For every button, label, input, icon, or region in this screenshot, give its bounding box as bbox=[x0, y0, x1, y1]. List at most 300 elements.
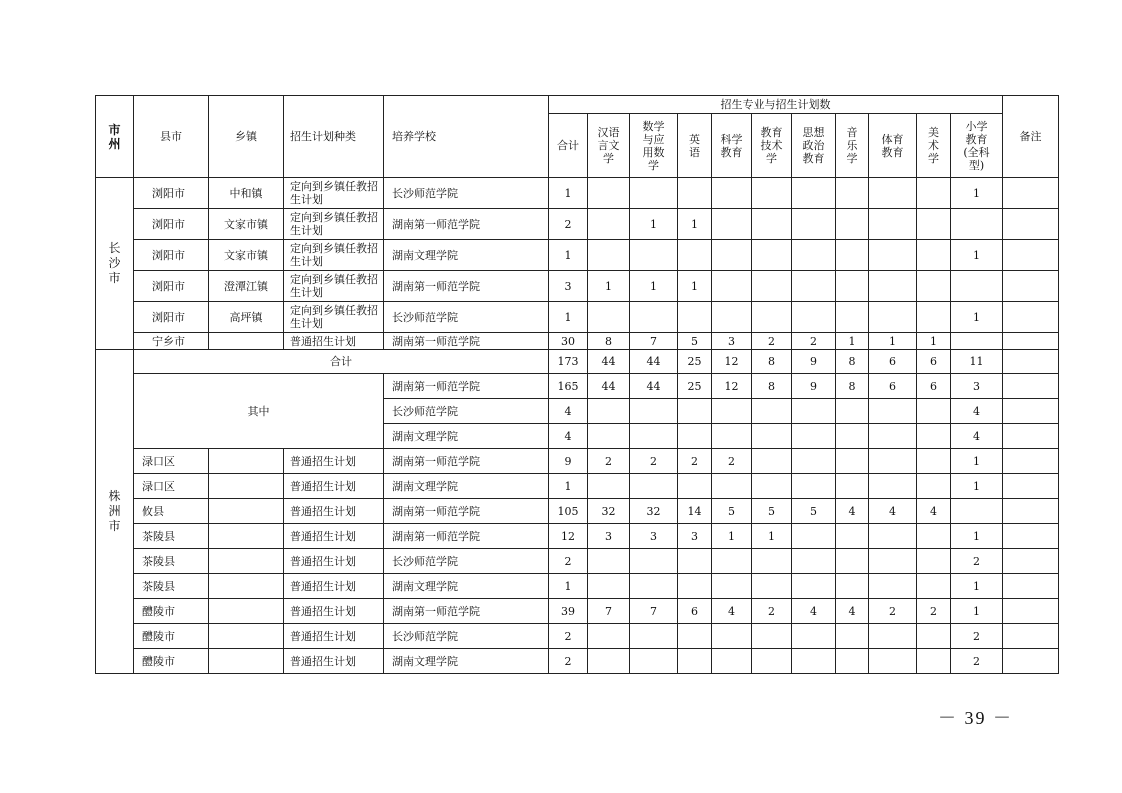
cell-value-10: 4 bbox=[951, 399, 1003, 424]
cell-school: 长沙师范学院 bbox=[384, 399, 549, 424]
header-county: 县市 bbox=[134, 96, 209, 178]
cell-county: 浏阳市 bbox=[134, 209, 209, 240]
cell-value-1: 44 bbox=[588, 350, 630, 374]
cell-value-7: 4 bbox=[836, 599, 869, 624]
cell-remark bbox=[1003, 240, 1059, 271]
cell-value-6 bbox=[792, 399, 836, 424]
cell-value-0: 1 bbox=[549, 178, 588, 209]
cell-remark bbox=[1003, 333, 1059, 350]
cell-town bbox=[209, 449, 284, 474]
cell-value-8 bbox=[869, 649, 917, 674]
cell-county: 浏阳市 bbox=[134, 240, 209, 271]
cell-value-1: 44 bbox=[588, 374, 630, 399]
header-major-4 bbox=[712, 114, 752, 178]
table-row bbox=[96, 302, 1059, 333]
cell-value-8 bbox=[869, 240, 917, 271]
cell-value-5 bbox=[752, 549, 792, 574]
cell-value-4 bbox=[712, 549, 752, 574]
cell-plan-type: 普通招生计划 bbox=[284, 524, 384, 549]
cell-value-0: 1 bbox=[549, 574, 588, 599]
cell-value-5: 1 bbox=[752, 524, 792, 549]
cell-value-3 bbox=[678, 424, 712, 449]
cell-value-0: 2 bbox=[549, 649, 588, 674]
cell-town bbox=[209, 474, 284, 499]
cell-town: 中和镇 bbox=[209, 178, 284, 209]
cell-value-0: 173 bbox=[549, 350, 588, 374]
cell-plan-type: 普通招生计划 bbox=[284, 499, 384, 524]
cell-value-0: 2 bbox=[549, 624, 588, 649]
header-major-label: 音 乐 学 bbox=[846, 126, 858, 165]
table-row bbox=[96, 240, 1059, 271]
cell-value-7 bbox=[836, 449, 869, 474]
cell-value-0: 4 bbox=[549, 399, 588, 424]
cell-value-1 bbox=[588, 424, 630, 449]
cell-town: 文家市镇 bbox=[209, 240, 284, 271]
cell-remark bbox=[1003, 350, 1059, 374]
cell-value-7 bbox=[836, 424, 869, 449]
cell-value-9 bbox=[917, 574, 951, 599]
cell-value-4: 1 bbox=[712, 524, 752, 549]
header-town: 乡镇 bbox=[209, 96, 284, 178]
cell-value-9: 1 bbox=[917, 333, 951, 350]
cell-value-5 bbox=[752, 399, 792, 424]
cell-remark bbox=[1003, 178, 1059, 209]
cell-school: 湖南第一师范学院 bbox=[384, 333, 549, 350]
cell-county: 茶陵县 bbox=[134, 524, 209, 549]
header-major-3 bbox=[678, 114, 712, 178]
cell-remark bbox=[1003, 599, 1059, 624]
cell-value-3 bbox=[678, 474, 712, 499]
cell-value-3: 1 bbox=[678, 271, 712, 302]
table-row bbox=[96, 574, 1059, 599]
cell-remark bbox=[1003, 271, 1059, 302]
cell-value-2: 7 bbox=[630, 599, 678, 624]
cell-remark bbox=[1003, 374, 1059, 399]
cell-value-3: 14 bbox=[678, 499, 712, 524]
cell-value-0: 3 bbox=[549, 271, 588, 302]
header-major-label: 英 语 bbox=[689, 132, 700, 159]
cell-value-2 bbox=[630, 424, 678, 449]
cell-town bbox=[209, 524, 284, 549]
cell-value-8 bbox=[869, 524, 917, 549]
header-major-label: 合计 bbox=[557, 139, 579, 152]
cell-value-4 bbox=[712, 302, 752, 333]
cell-value-3 bbox=[678, 549, 712, 574]
cell-value-6 bbox=[792, 549, 836, 574]
cell-value-6: 9 bbox=[792, 350, 836, 374]
cell-value-2: 1 bbox=[630, 271, 678, 302]
cell-value-2 bbox=[630, 178, 678, 209]
cell-value-2: 3 bbox=[630, 524, 678, 549]
cell-value-10: 4 bbox=[951, 424, 1003, 449]
cell-value-6 bbox=[792, 424, 836, 449]
cell-value-10: 1 bbox=[951, 449, 1003, 474]
cell-town: 文家市镇 bbox=[209, 209, 284, 240]
cell-value-10: 11 bbox=[951, 350, 1003, 374]
table-row bbox=[96, 333, 1059, 350]
cell-value-2: 44 bbox=[630, 350, 678, 374]
cell-plan-type: 普通招生计划 bbox=[284, 333, 384, 350]
cell-value-4 bbox=[712, 399, 752, 424]
total-label: 合计 bbox=[134, 350, 549, 374]
cell-value-9 bbox=[917, 178, 951, 209]
header-major-label: 小学 教育 (全科 型) bbox=[963, 119, 990, 172]
cell-school: 长沙师范学院 bbox=[384, 302, 549, 333]
cell-plan-type: 定向到乡镇任教招生计划 bbox=[284, 271, 384, 302]
cell-value-7 bbox=[836, 271, 869, 302]
cell-county: 渌口区 bbox=[134, 474, 209, 499]
cell-town bbox=[209, 499, 284, 524]
cell-value-1 bbox=[588, 649, 630, 674]
cell-value-9: 6 bbox=[917, 374, 951, 399]
cell-value-4 bbox=[712, 474, 752, 499]
cell-value-4: 5 bbox=[712, 499, 752, 524]
cell-town bbox=[209, 333, 284, 350]
cell-value-10: 1 bbox=[951, 178, 1003, 209]
cell-town bbox=[209, 599, 284, 624]
cell-remark bbox=[1003, 449, 1059, 474]
cell-value-1 bbox=[588, 399, 630, 424]
cell-remark bbox=[1003, 424, 1059, 449]
cell-value-7 bbox=[836, 240, 869, 271]
cell-plan-type: 普通招生计划 bbox=[284, 474, 384, 499]
cell-value-5 bbox=[752, 424, 792, 449]
cell-value-2: 2 bbox=[630, 449, 678, 474]
cell-value-8 bbox=[869, 449, 917, 474]
cell-value-7 bbox=[836, 302, 869, 333]
cell-value-7: 4 bbox=[836, 499, 869, 524]
cell-value-3 bbox=[678, 240, 712, 271]
cell-value-2: 1 bbox=[630, 209, 678, 240]
cell-value-2 bbox=[630, 624, 678, 649]
cell-value-1 bbox=[588, 209, 630, 240]
header-major-1 bbox=[588, 114, 630, 178]
cell-value-10 bbox=[951, 271, 1003, 302]
cell-value-4: 4 bbox=[712, 599, 752, 624]
cell-value-0: 1 bbox=[549, 302, 588, 333]
cell-value-8 bbox=[869, 302, 917, 333]
cell-remark bbox=[1003, 209, 1059, 240]
cell-value-8 bbox=[869, 399, 917, 424]
cell-value-2: 7 bbox=[630, 333, 678, 350]
cell-value-2 bbox=[630, 574, 678, 599]
cell-value-10: 1 bbox=[951, 599, 1003, 624]
cell-value-9 bbox=[917, 624, 951, 649]
cell-value-0: 12 bbox=[549, 524, 588, 549]
cell-value-9 bbox=[917, 399, 951, 424]
header-school: 培养学校 bbox=[384, 96, 549, 178]
cell-town: 澄潭江镇 bbox=[209, 271, 284, 302]
cell-value-5 bbox=[752, 649, 792, 674]
header-major-8 bbox=[869, 114, 917, 178]
cell-value-9 bbox=[917, 271, 951, 302]
cell-value-10: 1 bbox=[951, 240, 1003, 271]
cell-remark bbox=[1003, 574, 1059, 599]
cell-value-2 bbox=[630, 302, 678, 333]
cell-value-9 bbox=[917, 424, 951, 449]
cell-value-7: 1 bbox=[836, 333, 869, 350]
cell-value-5: 8 bbox=[752, 350, 792, 374]
table-row bbox=[96, 178, 1059, 209]
header-city: 市州 bbox=[96, 96, 134, 178]
among-label: 其中 bbox=[134, 374, 384, 449]
cell-value-8: 6 bbox=[869, 374, 917, 399]
cell-value-5 bbox=[752, 449, 792, 474]
header-major-9 bbox=[917, 114, 951, 178]
cell-value-2: 44 bbox=[630, 374, 678, 399]
cell-value-5: 2 bbox=[752, 333, 792, 350]
cell-value-0: 105 bbox=[549, 499, 588, 524]
header-major-5 bbox=[752, 114, 792, 178]
header-plan-type: 招生计划种类 bbox=[284, 96, 384, 178]
cell-value-8: 4 bbox=[869, 499, 917, 524]
cell-county: 宁乡市 bbox=[134, 333, 209, 350]
header-major-label: 教育 技术 学 bbox=[760, 126, 783, 165]
cell-county: 茶陵县 bbox=[134, 574, 209, 599]
cell-value-1: 7 bbox=[588, 599, 630, 624]
cell-value-3 bbox=[678, 302, 712, 333]
header-major-label: 数学 与应 用数 学 bbox=[642, 119, 665, 172]
cell-value-4 bbox=[712, 271, 752, 302]
table-row bbox=[96, 649, 1059, 674]
cell-value-3 bbox=[678, 624, 712, 649]
cell-county: 浏阳市 bbox=[134, 302, 209, 333]
cell-school: 湖南第一师范学院 bbox=[384, 209, 549, 240]
cell-plan-type: 普通招生计划 bbox=[284, 624, 384, 649]
cell-value-8: 6 bbox=[869, 350, 917, 374]
cell-value-8 bbox=[869, 424, 917, 449]
cell-value-7: 8 bbox=[836, 374, 869, 399]
cell-value-1 bbox=[588, 624, 630, 649]
cell-town bbox=[209, 549, 284, 574]
cell-value-1 bbox=[588, 549, 630, 574]
cell-plan-type: 普通招生计划 bbox=[284, 449, 384, 474]
cell-value-4: 2 bbox=[712, 449, 752, 474]
cell-remark bbox=[1003, 474, 1059, 499]
cell-value-2 bbox=[630, 549, 678, 574]
cell-school: 湖南文理学院 bbox=[384, 424, 549, 449]
cell-value-9: 4 bbox=[917, 499, 951, 524]
cell-value-6: 4 bbox=[792, 599, 836, 624]
cell-value-5 bbox=[752, 240, 792, 271]
header-remark: 备注 bbox=[1003, 96, 1059, 178]
cell-school: 湖南第一师范学院 bbox=[384, 449, 549, 474]
table-row bbox=[96, 350, 1059, 374]
cell-value-10 bbox=[951, 499, 1003, 524]
cell-value-6 bbox=[792, 624, 836, 649]
cell-school: 湖南第一师范学院 bbox=[384, 524, 549, 549]
cell-plan-type: 定向到乡镇任教招生计划 bbox=[284, 178, 384, 209]
cell-value-2 bbox=[630, 240, 678, 271]
cell-value-6: 9 bbox=[792, 374, 836, 399]
header-major-label: 科学 教育 bbox=[720, 132, 743, 159]
table-row bbox=[96, 599, 1059, 624]
cell-value-0: 2 bbox=[549, 549, 588, 574]
cell-value-3: 3 bbox=[678, 524, 712, 549]
cell-value-4: 12 bbox=[712, 374, 752, 399]
cell-value-5: 8 bbox=[752, 374, 792, 399]
cell-value-1 bbox=[588, 474, 630, 499]
cell-value-7: 8 bbox=[836, 350, 869, 374]
cell-value-7 bbox=[836, 474, 869, 499]
table-body bbox=[96, 178, 1059, 674]
cell-school: 湖南文理学院 bbox=[384, 649, 549, 674]
header-major-label: 汉语 言文 学 bbox=[597, 126, 620, 165]
cell-county: 攸县 bbox=[134, 499, 209, 524]
cell-value-6 bbox=[792, 449, 836, 474]
cell-county: 渌口区 bbox=[134, 449, 209, 474]
cell-value-3: 25 bbox=[678, 374, 712, 399]
cell-value-10: 2 bbox=[951, 649, 1003, 674]
cell-value-2: 32 bbox=[630, 499, 678, 524]
cell-value-5: 5 bbox=[752, 499, 792, 524]
cell-value-2 bbox=[630, 649, 678, 674]
cell-value-7 bbox=[836, 524, 869, 549]
table-row bbox=[96, 549, 1059, 574]
header-major-label: 思想 政治 教育 bbox=[802, 126, 825, 165]
cell-value-10 bbox=[951, 333, 1003, 350]
cell-value-7 bbox=[836, 649, 869, 674]
header-major-10 bbox=[951, 114, 1003, 178]
cell-value-4: 12 bbox=[712, 350, 752, 374]
cell-value-6 bbox=[792, 178, 836, 209]
cell-county: 茶陵县 bbox=[134, 549, 209, 574]
cell-value-6 bbox=[792, 474, 836, 499]
cell-value-3 bbox=[678, 574, 712, 599]
cell-value-0: 165 bbox=[549, 374, 588, 399]
cell-value-1: 3 bbox=[588, 524, 630, 549]
cell-value-4 bbox=[712, 624, 752, 649]
cell-value-5 bbox=[752, 178, 792, 209]
enrollment-plan-table bbox=[95, 95, 1059, 674]
cell-value-4 bbox=[712, 240, 752, 271]
cell-value-6 bbox=[792, 574, 836, 599]
cell-town bbox=[209, 574, 284, 599]
cell-value-6 bbox=[792, 649, 836, 674]
cell-value-7 bbox=[836, 399, 869, 424]
cell-value-5 bbox=[752, 574, 792, 599]
cell-value-10: 3 bbox=[951, 374, 1003, 399]
cell-value-4 bbox=[712, 424, 752, 449]
table-row bbox=[96, 271, 1059, 302]
cell-value-8 bbox=[869, 574, 917, 599]
header-major-6 bbox=[792, 114, 836, 178]
cell-value-9 bbox=[917, 474, 951, 499]
cell-plan-type: 定向到乡镇任教招生计划 bbox=[284, 240, 384, 271]
cell-school: 长沙师范学院 bbox=[384, 624, 549, 649]
cell-value-4 bbox=[712, 649, 752, 674]
cell-plan-type: 普通招生计划 bbox=[284, 574, 384, 599]
cell-value-6 bbox=[792, 302, 836, 333]
cell-plan-type: 定向到乡镇任教招生计划 bbox=[284, 302, 384, 333]
cell-value-9 bbox=[917, 449, 951, 474]
cell-value-7 bbox=[836, 624, 869, 649]
cell-county: 醴陵市 bbox=[134, 624, 209, 649]
cell-value-6: 2 bbox=[792, 333, 836, 350]
cell-value-8 bbox=[869, 178, 917, 209]
cell-school: 湖南文理学院 bbox=[384, 474, 549, 499]
cell-county: 醴陵市 bbox=[134, 649, 209, 674]
cell-value-9 bbox=[917, 524, 951, 549]
header-major-label: 美 术 学 bbox=[928, 126, 939, 165]
cell-value-3 bbox=[678, 649, 712, 674]
cell-value-3: 1 bbox=[678, 209, 712, 240]
cell-value-9 bbox=[917, 302, 951, 333]
cell-county: 浏阳市 bbox=[134, 178, 209, 209]
cell-value-0: 1 bbox=[549, 240, 588, 271]
cell-school: 湖南文理学院 bbox=[384, 574, 549, 599]
cell-school: 湖南第一师范学院 bbox=[384, 271, 549, 302]
cell-value-1: 32 bbox=[588, 499, 630, 524]
cell-county: 浏阳市 bbox=[134, 271, 209, 302]
cell-value-5 bbox=[752, 474, 792, 499]
cell-value-10: 1 bbox=[951, 524, 1003, 549]
city-changsha: 长沙市 bbox=[96, 178, 134, 350]
table-row bbox=[96, 524, 1059, 549]
cell-value-6: 5 bbox=[792, 499, 836, 524]
cell-value-6 bbox=[792, 240, 836, 271]
cell-remark bbox=[1003, 302, 1059, 333]
cell-remark bbox=[1003, 549, 1059, 574]
cell-value-3 bbox=[678, 399, 712, 424]
cell-remark bbox=[1003, 649, 1059, 674]
cell-value-0: 2 bbox=[549, 209, 588, 240]
table-row bbox=[96, 624, 1059, 649]
cell-value-1: 1 bbox=[588, 271, 630, 302]
cell-value-4 bbox=[712, 209, 752, 240]
cell-county: 醴陵市 bbox=[134, 599, 209, 624]
table-row bbox=[96, 374, 1059, 399]
cell-value-1 bbox=[588, 302, 630, 333]
cell-value-8 bbox=[869, 549, 917, 574]
cell-value-5 bbox=[752, 271, 792, 302]
cell-value-3 bbox=[678, 178, 712, 209]
cell-value-1 bbox=[588, 178, 630, 209]
cell-value-2 bbox=[630, 474, 678, 499]
cell-value-9: 2 bbox=[917, 599, 951, 624]
cell-value-0: 39 bbox=[549, 599, 588, 624]
cell-value-7 bbox=[836, 574, 869, 599]
cell-value-0: 30 bbox=[549, 333, 588, 350]
header-major-label: 体育 教育 bbox=[881, 132, 904, 159]
cell-value-10: 1 bbox=[951, 574, 1003, 599]
city-zhuzhou: 株洲市 bbox=[96, 350, 134, 674]
cell-remark bbox=[1003, 624, 1059, 649]
cell-value-5 bbox=[752, 302, 792, 333]
table-row bbox=[96, 474, 1059, 499]
cell-value-8 bbox=[869, 624, 917, 649]
cell-value-8: 1 bbox=[869, 333, 917, 350]
cell-value-6 bbox=[792, 209, 836, 240]
cell-value-5 bbox=[752, 209, 792, 240]
cell-value-5: 2 bbox=[752, 599, 792, 624]
cell-value-8: 2 bbox=[869, 599, 917, 624]
cell-value-7 bbox=[836, 209, 869, 240]
cell-value-3: 5 bbox=[678, 333, 712, 350]
cell-remark bbox=[1003, 399, 1059, 424]
cell-value-1 bbox=[588, 240, 630, 271]
header-majors-group: 招生专业与招生计划数 bbox=[549, 96, 1003, 114]
cell-remark bbox=[1003, 524, 1059, 549]
cell-plan-type: 普通招生计划 bbox=[284, 599, 384, 624]
cell-value-0: 4 bbox=[549, 424, 588, 449]
header-major-7 bbox=[836, 114, 869, 178]
header-major-2 bbox=[630, 114, 678, 178]
header-major-0 bbox=[549, 114, 588, 178]
cell-value-7 bbox=[836, 549, 869, 574]
cell-value-4: 3 bbox=[712, 333, 752, 350]
cell-value-3: 6 bbox=[678, 599, 712, 624]
